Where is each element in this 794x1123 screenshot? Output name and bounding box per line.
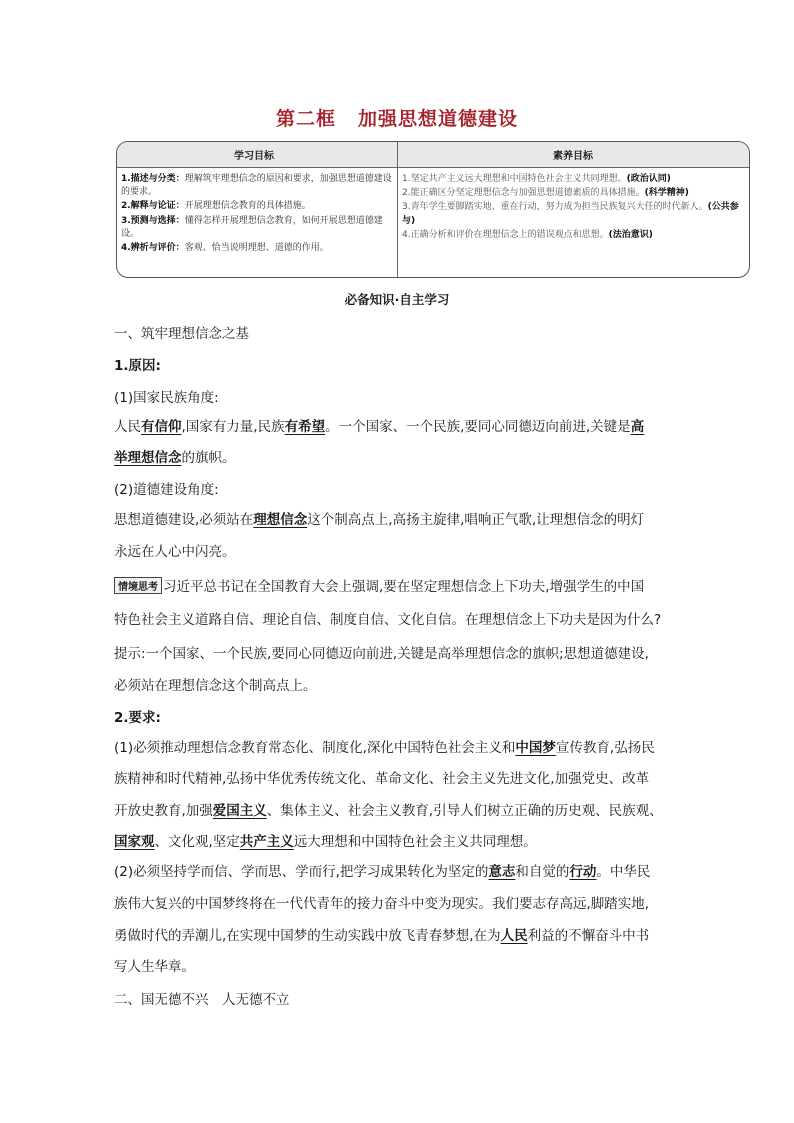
case-line-1: 情境思考 习近平总书记在全国教育大会上强调,要在坚定理想信念上下功夫,增强学生的中国: [114, 575, 644, 595]
subheading-requirements: 2.要求:: [114, 710, 161, 726]
literacy-goal-4: 4.正确分析和评价在理想信念上的错误观点和思想。(法治意识): [402, 229, 653, 240]
case-line-3: 提示:一个国家、一个民族,要同心同德迈向前进,关键是高举理想信念的旗帜;思想道德建设,: [114, 646, 649, 662]
literacy-goal-2: 2.能正确区分坚定理想信念与加强思想道德素质的具体措施。(科学精神): [402, 188, 689, 199]
page-title: [0, 104, 794, 131]
objectives-header-row: [117, 142, 749, 168]
learning-goal-1: 1.描述与分类：理解筑牢理想信念的原因和要求，加强思想道德建设的要求。: [121, 174, 392, 198]
paragraph-1-line-1: 人民有信仰,国家有力量,民族有希望。一个国家、一个民族,要同心同德迈向前进,关键是高: [114, 419, 645, 435]
req-1-line-1: (1)必须推动理想信念教育常态化、制度化,深化中国特色社会主义和中国梦宣传教育,弘扬民: [114, 740, 655, 756]
paragraph-2-line-2: 永远在人心中闪亮。: [114, 544, 236, 560]
title-part-1: 第二框: [275, 108, 336, 130]
table-divider: [397, 142, 398, 277]
req-1-line-4: 国家观、文化观,坚定共产主义远大理想和中国特色社会主义共同理想。: [114, 834, 537, 850]
req-2-line-2: 族伟大复兴的中国梦终将在一代代青年的接力奋斗中变为现实。我们要志存高远,脚踏实地,: [114, 896, 650, 912]
req-2-line-3: 勇做时代的弄潮儿,在实现中国梦的生动实践中放飞青春梦想,在为人民利益的不懈奋斗中书: [114, 928, 650, 944]
learning-goal-2: 2.解释与论证：开展理想信念教育的具体措施。: [121, 201, 311, 212]
case-tag: 情境思考: [114, 577, 162, 594]
subheading-nation: (1)国家民族角度:: [114, 390, 219, 406]
heading-two: 二、国无德不兴 人无德不立: [114, 992, 290, 1008]
section-heading: 必备知识·自主学习: [344, 292, 450, 307]
learning-goals-list: [121, 173, 393, 256]
learning-goals-header: 学习目标: [234, 151, 274, 162]
subheading-morality: (2)道德建设角度:: [114, 482, 219, 498]
req-1-line-2: 族精神和时代精神,弘扬中华优秀传统文化、革命文化、社会主义先进文化,加强党史、改革: [114, 771, 650, 787]
subheading-reason: 1.原因:: [114, 358, 161, 374]
paragraph-2-line-1: 思想道德建设,必须站在理想信念这个制高点上,高扬主旋律,唱响正气歌,让理想信念的明灯: [114, 512, 645, 528]
paragraph-1-line-2: 举理想信念的旗帜。: [114, 450, 236, 466]
literacy-goals-header: 素养目标: [553, 151, 593, 162]
req-2-line-1: (2)必须坚持学而信、学而思、学而行,把学习成果转化为坚定的意志和自觉的行动。中华民: [114, 864, 651, 880]
literacy-goal-1: 1.坚定共产主义远大理想和中国特色社会主义共同理想。(政治认同): [402, 174, 671, 184]
req-2-line-4: 写人生华章。: [114, 959, 195, 975]
learning-goal-4: 4.辨析与评价：客观、恰当说明理想、道德的作用。: [121, 243, 329, 254]
heading-one: 一、筑牢理想信念之基: [114, 326, 249, 342]
case-line-4: 必须站在理想信念这个制高点上。: [114, 678, 317, 694]
case-line-2: 特色社会主义道路自信、理论自信、制度自信、文化自信。在理想信念上下功夫是因为什么?: [114, 612, 662, 628]
literacy-goals-list: [402, 173, 748, 243]
learning-goal-3: 3.预测与选择：懂得怎样开展理想信念教育，如何开展思想道德建设。: [121, 215, 383, 239]
objectives-table: [116, 141, 750, 278]
literacy-goal-3: 3.青年学生要脚踏实地、重在行动，努力成为担当民族复兴大任的时代新人。(公共参与): [402, 202, 739, 226]
req-1-line-3: 开放史教育,加强爱国主义、集体主义、社会主义教育,引导人们树立正确的历史观、民族观、: [114, 803, 663, 819]
title-part-2: 加强思想道德建设: [358, 108, 519, 130]
